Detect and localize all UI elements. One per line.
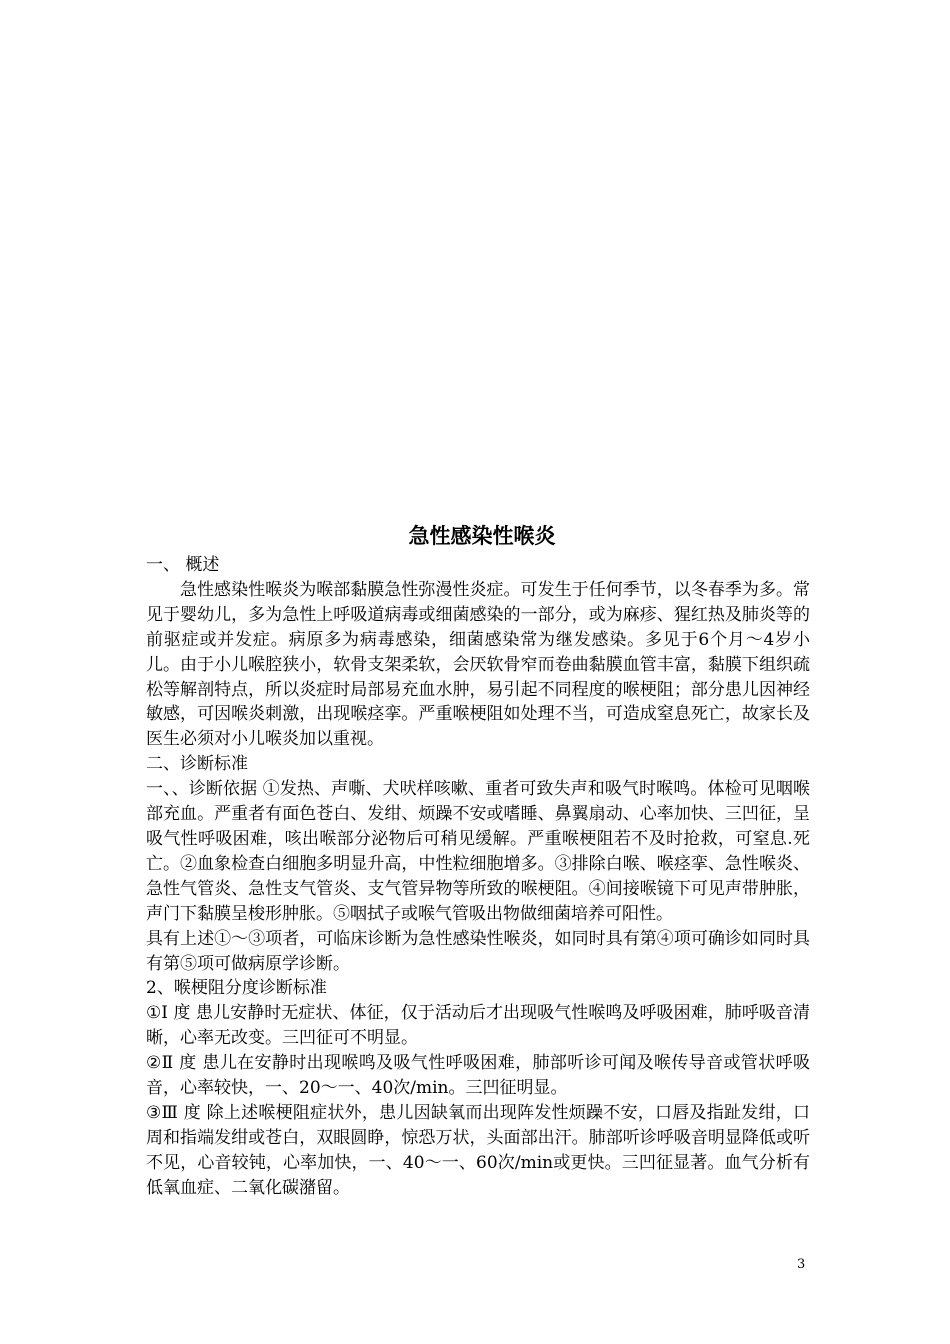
page-title: 急性感染性喉炎 — [408, 524, 556, 548]
diagnosis-basis-paragraph: 一、、诊断依据 ①发热、声嘶、犬吠样咳嗽、重者可致失声和吸气时喉鸣。体检可见咽喉部充血。严重者有面色苍白、发绀、烦躁不安或嗜睡、鼻翼扇动、心率加快、三凹征，呈吸气性呼吸困难，咳出喉部分泌物后可稍见缓解。严重喉梗阻若不及时抢救，可窒息.死亡。②血象检查白细胞多明显升高，中性粒细胞增多。③排除白喉、喉痉挛、急性喉炎、急性气管炎、急性支气管炎、支气管异物等所致的喉梗阻。④间接喉镜下可见声带肿胀，声门下黏膜呈梭形肿胀。⑤咽拭子或喉气管吸出物做细菌培养可阳性。 — [146, 779, 810, 924]
diagnosis-conclusion-paragraph: 具有上述①～③项者，可临床诊断为急性感染性喉炎，如同时具有第④项可确诊如同时具有第⑤项可做病原学诊断。 — [146, 928, 810, 974]
grade-2-paragraph: ②Ⅱ 度 患儿在安静时出现喉鸣及吸气性呼吸困难，肺部听诊可闻及喉传导音或管状呼吸音，心率较快，一、20～一、40次/min。三凹征明显。 — [146, 1053, 810, 1099]
section-heading-grading: 2、喉梗阻分度诊断标准 — [146, 978, 327, 999]
page-number: 3 — [797, 1257, 806, 1272]
page-body — [146, 521, 810, 1201]
grade-3-paragraph: ③Ⅲ 度 除上述喉梗阻症状外，患儿因缺氧而出现阵发性烦躁不安，口唇及指趾发绀，口周和指端发绀或苍白，双眼圆睁，惊恐万状，头面部出汗。肺部听诊呼吸音明显降低或听不见，心音较钝，心率加快，一、40～一、60次/min或更快。三凹征显著。血气分析有低氧血症、二氧化碳潴留。 — [146, 1102, 810, 1198]
section-heading-overview: 一、 概述 — [146, 555, 220, 575]
section-heading-diagnosis: 二、诊断标准 — [146, 754, 248, 775]
overview-paragraph: 急性感染性喉炎为喉部黏膜急性弥漫性炎症。可发生于任何季节，以冬春季为多。常见于婴幼儿，多为急性上呼吸道病毒或细菌感染的一部分，或为麻疹、猩红热及肺炎等的前驱症或并发症。病原多为病毒感染，细菌感染常为继发感染。多见于6个月～4岁小儿。由于小儿喉腔狭小，软骨支架柔软，会厌软骨窄而卷曲黏膜血管丰富，黏膜下组织疏松等解剖特点，所以炎症时局部易充血水肿，易引起不同程度的喉梗阻；部分患儿因神经敏感，可因喉炎刺激，出现喉痉挛。严重喉梗阻如处理不当，可造成窒息死亡，故家长及医生必须对小儿喉炎加以重视。 — [146, 579, 810, 750]
grade-1-paragraph: ①Ⅰ 度 患儿安静时无症状、体征，仅于活动后才出现吸气性喉鸣及呼吸困难，肺呼吸音清晰，心率无改变。三凹征可不明显。 — [146, 1003, 810, 1049]
